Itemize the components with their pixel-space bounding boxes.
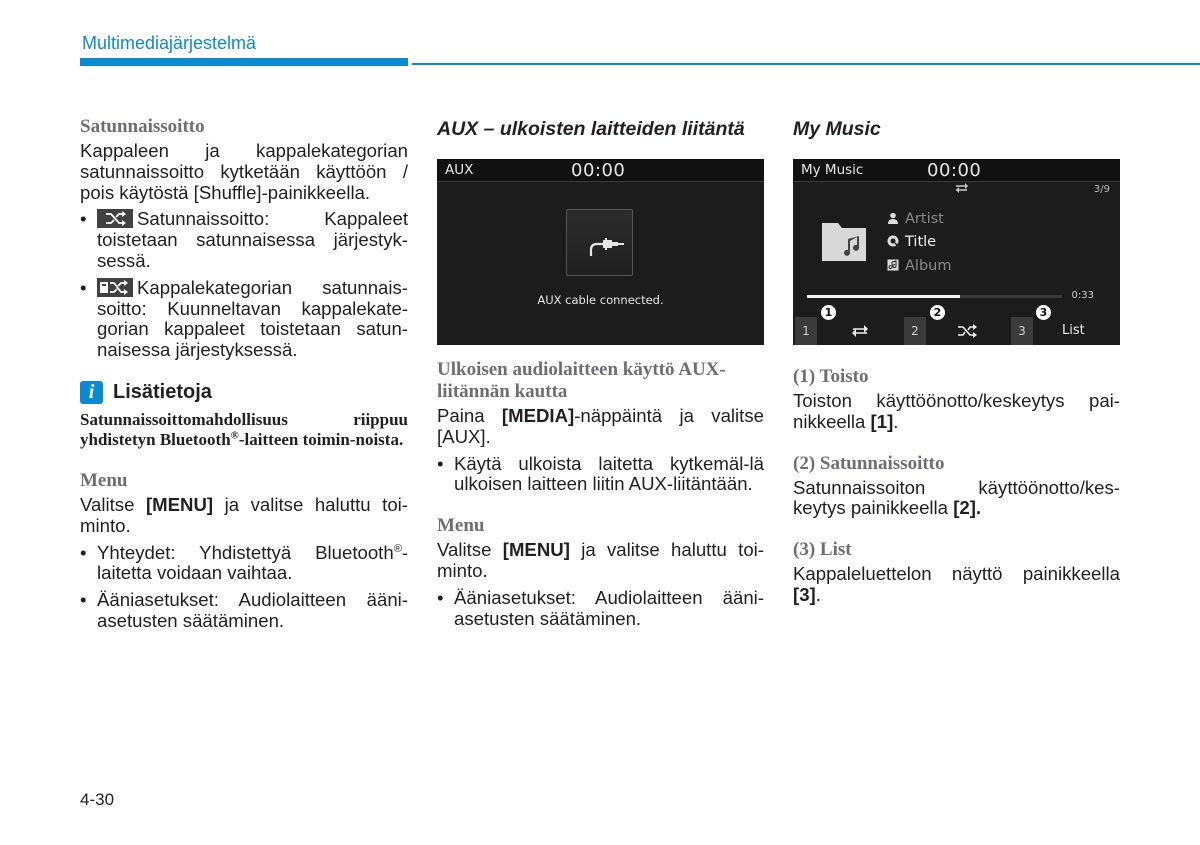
info-note: Satunnaissoittomahdollisuus riippuu yhdistetyn Bluetooth®-laitteen toimin-noista. (80, 409, 408, 449)
heading-aux: AUX – ulkoisten laitteiden liitäntä (437, 118, 745, 140)
heading-menu: Menu (437, 515, 485, 537)
control-button-row (793, 317, 1120, 345)
heading-shuffle: Satunnaissoitto (80, 116, 205, 137)
button-3-number[interactable]: 3 (1011, 317, 1033, 345)
aux-cable-icon (566, 209, 633, 276)
title-row (887, 234, 936, 250)
list-button[interactable]: List (1062, 323, 1085, 338)
bullet-audio-settings (80, 590, 408, 632)
page-number: 4-30 (80, 790, 115, 809)
info-icon: i (80, 381, 103, 404)
bullet-shuffle-tracks-text: Satunnaissoitto: Kappaleet toistetaan satunnaisessa järjestyk-sessä. (97, 208, 408, 271)
screen-status-bar (793, 159, 1120, 182)
progress-fill (807, 295, 960, 298)
artist-row (887, 211, 944, 227)
artist-icon (887, 212, 899, 224)
callout-2: 2 (930, 305, 945, 320)
column-middle (437, 112, 764, 141)
shuffle-button-icon[interactable] (957, 324, 979, 338)
artist-label: Artist (905, 211, 944, 227)
repeat-button-icon[interactable] (849, 324, 871, 338)
screen-clock: 00:00 (571, 160, 626, 181)
bullet-shuffle-category-text: Kappalekategorian satunnais-soitto: Kuunneltavan kappalekate-gorian kappaleet toistetaan satun-naisessa järjestyksessä. (97, 276, 408, 361)
aux-status-message: AUX cable connected. (537, 293, 664, 307)
bullet-text: Yhteydet: Yhdistettyä Bluetooth®-laitetta voidaan vaihtaa. (97, 541, 408, 584)
button-2-number[interactable]: 2 (904, 317, 926, 345)
elapsed-time: 0:33 (1071, 290, 1094, 301)
bullet-connections (80, 543, 408, 585)
folder-music-icon (820, 219, 870, 263)
repeat-indicator-icon (953, 182, 971, 194)
title-icon (887, 235, 899, 247)
paragraph-shuffle: Kappaleen ja kappalekategorian satunnaissoitto kytketään käyttöön / pois käytöstä [Shuffle]-painikkeella. (80, 140, 408, 203)
bullet-aux-connect (437, 454, 764, 496)
screen-mode-label: AUX (445, 162, 474, 178)
shuffle-icon (97, 209, 133, 228)
shuffle-category-icon (97, 278, 133, 297)
header-accent-bar (80, 58, 408, 66)
bullet-text (97, 209, 408, 271)
paragraph-play: Toiston käyttöönotto/keskeytys pai-nikkeella [1]. (793, 390, 1120, 432)
heading-aux-usage: Ulkoisen audiolaitteen käyttö AUX-liitännän kautta (437, 359, 726, 402)
album-label: Album (905, 258, 952, 274)
track-counter: 3/9 (1093, 184, 1110, 195)
my-music-screen (793, 159, 1120, 345)
album-row (887, 258, 951, 274)
column-left (80, 112, 408, 632)
column-right (793, 112, 1120, 141)
screen-clock: 00:00 (927, 160, 982, 181)
bullet-dot: • (80, 589, 87, 611)
section-title: Multimediajärjestelmä (82, 33, 257, 53)
column-right-body (793, 362, 1120, 606)
heading-my-music: My Music (793, 118, 881, 140)
screen-mode-label: My Music (801, 162, 864, 178)
button-1-number[interactable]: 1 (795, 317, 817, 345)
paragraph-aux: Paina [MEDIA]-näppäintä ja valitse [AUX]. (437, 405, 764, 447)
bullet-text (97, 278, 408, 361)
progress-bar[interactable] (807, 295, 1062, 298)
column-middle-body (437, 355, 764, 629)
bullet-text: Ääniasetukset: Audiolaitteen ääni-asetusten säätäminen. (97, 589, 408, 631)
screen-status-bar (437, 159, 764, 182)
bullet-dot: • (80, 541, 87, 563)
paragraph-menu: Valitse [MENU] ja valitse haluttu toi-minto. (80, 493, 408, 536)
bullet-dot: • (437, 452, 444, 474)
bullet-audio-settings (437, 588, 764, 630)
bullet-dot: • (80, 208, 87, 230)
bullet-text: Ääniasetukset: Audiolaitteen ääni-asetusten säätäminen. (454, 586, 764, 629)
bullet-dot: • (80, 276, 87, 298)
paragraph-list: Kappaleluettelon näyttö painikkeella [3]. (793, 563, 1120, 605)
paragraph-shuffle-play: Satunnaissoiton käyttöönotto/kes-keytys painikkeella [2]. (793, 476, 1120, 519)
bullet-dot: • (437, 586, 444, 608)
title-label: Title (905, 234, 937, 250)
heading-shuffle-play: (2) Satunnaissoitto (793, 452, 945, 474)
info-title: Lisätietoja (113, 380, 212, 403)
heading-list: (3) List (793, 539, 852, 561)
bullet-shuffle-tracks (80, 209, 408, 271)
bullet-shuffle-category (80, 278, 408, 361)
heading-menu: Menu (80, 469, 128, 491)
album-icon (887, 259, 899, 271)
bullet-text: Käytä ulkoista laitetta kytkemäl-lä ulkoisen laitteen liitin AUX-liitäntään. (454, 452, 764, 495)
aux-screen (437, 159, 764, 345)
callout-3: 3 (1036, 305, 1051, 320)
heading-play: (1) Toisto (793, 366, 869, 387)
callout-1: 1 (821, 305, 836, 320)
header-rule (412, 63, 1200, 65)
paragraph-menu: Valitse [MENU] ja valitse haluttu toi-minto. (437, 539, 764, 581)
info-box-header (80, 381, 408, 404)
